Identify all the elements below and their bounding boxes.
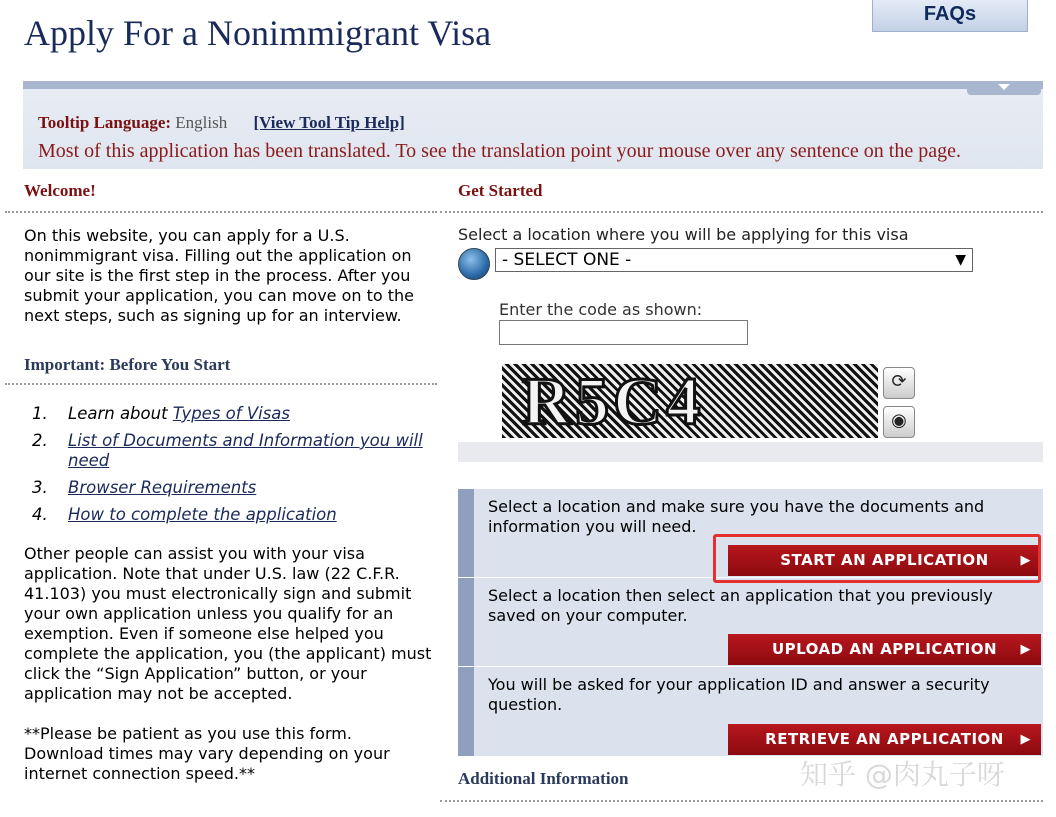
view-tooltip-help-link[interactable]: [View Tool Tip Help] xyxy=(253,113,405,132)
list-number: 2. xyxy=(32,431,48,450)
captcha-text: R5C4 xyxy=(522,364,705,438)
panel-accent-bar xyxy=(458,489,474,577)
browser-requirements-link[interactable]: Browser Requirements xyxy=(68,478,257,497)
panel-accent-bar xyxy=(458,578,474,666)
location-label: Select a location where you will be applying for this visa xyxy=(458,225,909,244)
collapse-tab-handle[interactable] xyxy=(967,81,1041,95)
how-to-complete-link[interactable]: How to complete the application xyxy=(68,505,337,524)
arrow-right-icon: ▶ xyxy=(1020,553,1031,568)
retrieve-application-button[interactable] xyxy=(728,724,1041,755)
assistance-notice: Other people can assist you with your visa application. Note that under U.S. law (22 C.F.R. 41.103) you must electronically sign and submit your own application unless you qualify for an exemption. Even if someone else helped you complete the application, you (the applicant) must click the “Sign Application” button, or your application may not be accepted. xyxy=(24,544,432,703)
location-select[interactable] xyxy=(495,248,973,272)
before-you-start-list xyxy=(30,404,440,532)
arrow-right-icon: ▶ xyxy=(1020,642,1031,657)
button-label: RETRIEVE AN APPLICATION xyxy=(765,730,1004,748)
tooltip-language-value: English xyxy=(175,113,228,132)
globe-icon xyxy=(458,248,490,280)
patience-notice: **Please be patient as you use this form. Download times may vary depending on your internet connection speed.** xyxy=(24,724,390,783)
tooltip-language-panel xyxy=(23,81,1043,169)
captcha-code-input[interactable] xyxy=(499,320,748,345)
faqs-button[interactable]: FAQs xyxy=(872,0,1028,32)
page-title: Apply For a Nonimmigrant Visa xyxy=(24,13,492,53)
retrieve-application-panel xyxy=(458,667,1043,756)
panel-accent-bar xyxy=(458,667,474,756)
tooltip-language-row xyxy=(38,113,405,133)
list-item xyxy=(30,431,440,471)
speaker-icon[interactable]: ◉ xyxy=(883,406,915,438)
welcome-heading: Welcome! xyxy=(24,181,96,200)
welcome-intro-text: On this website, you can apply for a U.S. nonimmigrant visa. Filling out the application on our site is the first step in the process. After you submit your application, you can move on to the next steps, such as signing up for an interview. xyxy=(24,226,415,325)
list-prefix: Learn about xyxy=(68,404,173,423)
additional-info-heading: Additional Information xyxy=(458,769,629,788)
location-selected-value: - SELECT ONE - xyxy=(502,250,632,270)
get-started-heading: Get Started xyxy=(458,181,543,200)
arrow-right-icon: ▶ xyxy=(1020,732,1031,747)
upload-application-description: Select a location then select an application that you previously saved on your computer. xyxy=(488,586,993,625)
refresh-icon[interactable]: ⟳ xyxy=(883,367,915,399)
types-of-visas-link[interactable]: Types of Visas xyxy=(172,404,290,423)
divider xyxy=(5,383,437,385)
list-item xyxy=(30,478,440,498)
tooltip-language-label: Tooltip Language: xyxy=(38,113,172,132)
list-number: 4. xyxy=(32,505,48,524)
translation-notice: Most of this application has been translated. To see the translation point your mouse over any sentence on the page. xyxy=(38,140,961,162)
important-heading: Important: Before You Start xyxy=(24,355,231,374)
list-item xyxy=(30,404,440,424)
documents-list-link[interactable]: List of Documents and Information you will need xyxy=(68,431,423,470)
dropdown-arrow-icon: ▼ xyxy=(955,252,966,268)
upload-application-panel xyxy=(458,578,1043,666)
button-label: UPLOAD AN APPLICATION xyxy=(771,640,998,658)
start-application-description: Select a location and make sure you have the documents and information you will need. xyxy=(488,497,985,536)
retrieve-application-description: You will be asked for your application ID and answer a security question. xyxy=(488,675,990,714)
list-number: 1. xyxy=(32,404,48,423)
list-item xyxy=(30,505,440,525)
button-label: START AN APPLICATION xyxy=(780,551,989,569)
watermark: 知乎 @肉丸子呀 xyxy=(800,758,1005,791)
captcha-footer-strip xyxy=(458,442,1043,462)
captcha-code-label: Enter the code as shown: xyxy=(499,300,703,319)
divider xyxy=(440,800,1043,802)
divider xyxy=(5,211,437,213)
divider xyxy=(440,211,1043,213)
list-number: 3. xyxy=(32,478,48,497)
highlight-box xyxy=(713,534,1041,583)
captcha-image xyxy=(502,364,878,438)
upload-application-button[interactable] xyxy=(728,634,1041,665)
